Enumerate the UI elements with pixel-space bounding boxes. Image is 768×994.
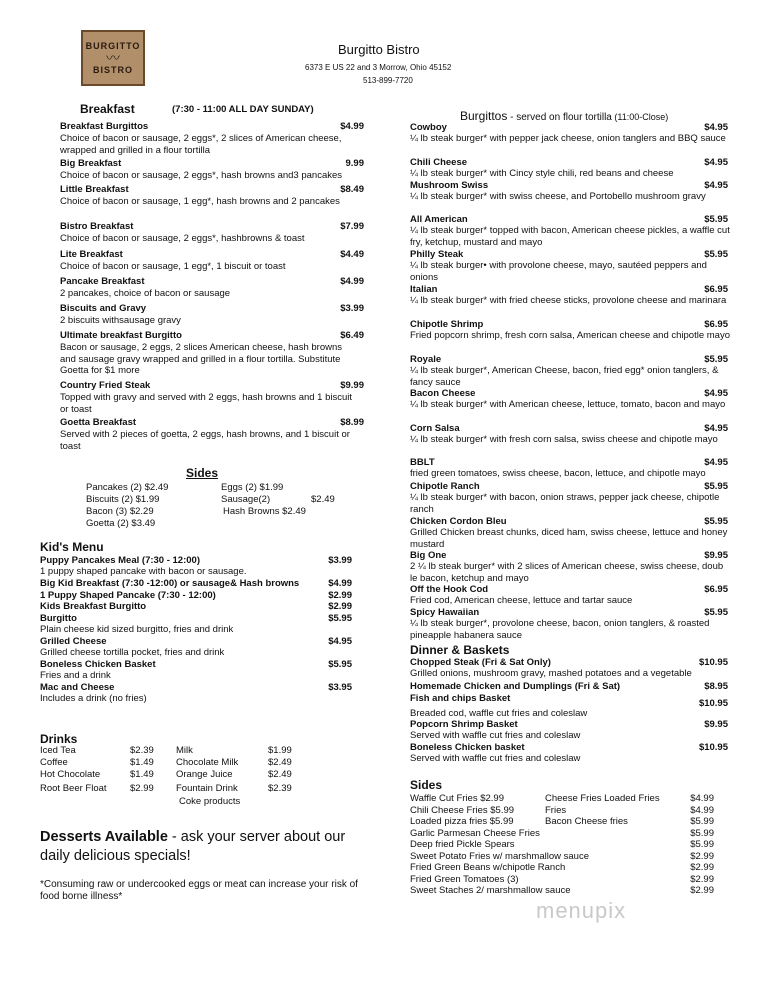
breakfast-item-price: $4.49	[340, 249, 364, 260]
side-right-b: Fries	[545, 804, 567, 816]
breakfast-item-price: $7.99	[340, 221, 364, 232]
kids-item-name: Puppy Pancakes Meal (7:30 - 12:00)	[40, 555, 200, 566]
burgitto-item-desc: Fried popcorn shrimp, fresh corn salsa, American cheese and chipotle mayo	[410, 330, 730, 341]
disclaimer: *Consuming raw or undercooked eggs or meat can increase your risk of food borne illness*	[40, 879, 358, 902]
burgitto-item-price: $5.95	[704, 481, 728, 492]
burgittos-subtitle: - served on flour tortilla	[507, 112, 612, 123]
burgitto-item-name: Big One	[410, 550, 447, 561]
breakfast-item-name: Little Breakfast	[60, 184, 129, 195]
address: 6373 E US 22 and 3 Morrow, Ohio 45152	[305, 63, 452, 72]
breakfast-item-name: Ultimate breakfast Burgitto	[60, 330, 182, 341]
side-right-price: $2.99	[690, 873, 714, 885]
side-item: Hash Browns $2.49	[223, 506, 306, 517]
drink-name: Fountain Drink	[176, 783, 238, 794]
kids-item-name: Kids Breakfast Burgitto	[40, 601, 147, 612]
logo-text-top: BURGITTO	[85, 41, 141, 51]
side-right-a: Garlic Parmesan Cheese Fries	[410, 827, 540, 839]
phone: 513-899-7720	[363, 76, 413, 85]
burgittos-hours: (11:00-Close)	[611, 112, 669, 122]
side-right-a: Sweet Potato Fries w/ marshmallow sauce	[410, 850, 589, 862]
mustache-icon: 〰	[106, 50, 120, 66]
burgitto-item-desc: Grilled Chicken breast chunks, diced ham, swiss cheese, lettuce and honey mustard	[410, 527, 728, 550]
burgitto-item-desc: ¼ lb steak burger* with American cheese, lettuce, tomato, bacon and mayo	[410, 399, 726, 410]
side-right-a: Deep fried Pickle Spears	[410, 839, 515, 850]
logo	[81, 30, 145, 86]
dinner-item-desc: Served with waffle cut fries and coleslaw	[410, 753, 581, 764]
burgitto-item-price: $5.95	[704, 249, 728, 260]
dinner-item-price: $10.95	[698, 657, 728, 668]
breakfast-item-name: Pancake Breakfast	[60, 276, 145, 287]
kids-item-price: $3.99	[328, 555, 352, 566]
breakfast-item-price: $8.49	[340, 184, 364, 195]
dinner-title: Dinner & Baskets	[410, 643, 510, 657]
burgitto-item-price: $5.95	[704, 354, 728, 365]
burgitto-item-price: $5.95	[704, 516, 728, 527]
breakfast-item-name: Big Breakfast	[60, 158, 122, 169]
side-item: $2.49	[311, 494, 335, 505]
watermark: menupix	[536, 898, 627, 923]
breakfast-item-desc: Choice of bacon or sausage, 2 eggs*, hash browns and3 pancakes	[60, 170, 343, 181]
burgitto-item-name: All American	[410, 214, 468, 225]
burgitto-item-price: $5.95	[704, 607, 728, 618]
burgitto-item-desc: ¼ lb steak burger*, provolone cheese, bacon, onion tanglers, & roasted pineapple habanera sauce	[410, 618, 710, 641]
drink-price: $2.49	[268, 769, 292, 780]
burgitto-item-desc: 2 ¼ lb steak burger* with 2 slices of American cheese, swiss cheese, doub le bacon, ketchup and mayo	[410, 561, 724, 584]
burgitto-item-name: Chipotle Shrimp	[410, 319, 484, 330]
breakfast-item-desc: Choice of bacon or sausage, 2 eggs*, 2 slices of American cheese, wrapped and grilled in a flour tortilla	[60, 133, 342, 156]
dinner-item-desc: Breaded cod, waffle cut fries and coleslaw	[410, 708, 588, 719]
burgitto-item-desc: fried green tomatoes, swiss cheese, bacon, lettuce, and chipotle mayo	[410, 468, 706, 479]
dinner-item-name: Boneless Chicken basket	[410, 742, 525, 753]
breakfast-item-desc: Served with 2 pieces of goetta, 2 eggs, hash browns, and 1 biscuit or toast	[60, 429, 350, 452]
burgitto-item-desc: ¼ lb steak burger* topped with bacon, American cheese pickles, a waffle cut fry, ketchup, mustard and mayo	[410, 225, 730, 248]
burgitto-item-name: Mushroom Swiss	[410, 180, 489, 191]
coke-note: Coke products	[179, 796, 241, 807]
kids-item-price: $5.95	[328, 613, 352, 624]
breakfast-item-price: $3.99	[340, 303, 364, 314]
side-item: Bacon (3) $2.29	[86, 506, 154, 517]
burgitto-item-price: $5.95	[704, 214, 728, 225]
dinner-item-price: $10.95	[698, 742, 728, 753]
drink-name: Hot Chocolate	[40, 769, 101, 780]
breakfast-item-name: Lite Breakfast	[60, 249, 123, 260]
desserts-rest: - ask your server about our daily delicious specials!	[40, 829, 346, 864]
dinner-item-name: Fish and chips Basket	[410, 693, 511, 704]
breakfast-item-name: Goetta Breakfast	[60, 417, 137, 428]
burgitto-item-desc: Fried cod, American cheese, lettuce and tartar sauce	[410, 595, 633, 606]
breakfast-item-name: Bistro Breakfast	[60, 221, 134, 232]
breakfast-item-name: Country Fried Steak	[60, 380, 151, 391]
kids-item-name: Big Kid Breakfast (7:30 -12:00) or sausage& Hash browns	[40, 578, 300, 589]
breakfast-item-price: $6.49	[340, 330, 364, 341]
kids-item-name: 1 Puppy Shaped Pancake (7:30 - 12:00)	[40, 590, 216, 601]
drink-price: $1.49	[130, 757, 154, 768]
kids-item-desc: Includes a drink (no fries)	[40, 693, 147, 704]
kids-item-price: $5.95	[328, 659, 352, 670]
burgitto-item-name: Cowboy	[410, 122, 447, 133]
kids-item-desc: 1 puppy shaped pancake with bacon or sausage.	[40, 566, 247, 577]
kids-item-name: Burgitto	[40, 613, 77, 624]
burgitto-item-name: Philly Steak	[410, 249, 464, 260]
burgitto-item-desc: ¼ lb steak burger* with fried cheese sticks, provolone cheese and marinara	[410, 295, 727, 306]
logo-text-bottom: BISTRO	[92, 65, 133, 75]
burgittos-header	[460, 109, 668, 123]
kids-item-price: $4.95	[328, 636, 352, 647]
breakfast-item-desc: Bacon or sausage, 2 eggs, 2 slices American cheese, hash browns and sausage gravy wrapped and grilled in a flour tortilla. Substitute Goetta for $1 more	[60, 342, 342, 376]
kids-item-name: Mac and Cheese	[40, 682, 115, 693]
side-right-b: Cheese Fries Loaded Fries	[545, 793, 660, 804]
breakfast-item-desc: Topped with gravy and served with 2 eggs, hash browns and 1 biscuit or toast	[60, 392, 353, 415]
burgitto-item-desc: ¼ lb steak burger* with pepper jack cheese, onion tanglers and BBQ sauce	[410, 133, 726, 144]
side-right-a: Loaded pizza fries $5.99	[410, 816, 514, 827]
sides-left-title: Sides	[186, 466, 219, 480]
kids-item-name: Grilled Cheese	[40, 636, 107, 647]
burgitto-item-name: Italian	[410, 284, 438, 295]
dinner-item-price: $9.95	[704, 719, 728, 730]
kids-item-name: Boneless Chicken Basket	[40, 659, 156, 670]
breakfast-item-name: Biscuits and Gravy	[60, 303, 147, 314]
burgitto-item-price: $4.95	[704, 388, 728, 399]
burgitto-item-price: $6.95	[704, 284, 728, 295]
dinner-item-desc: Grilled onions, mushroom gravy, mashed potatoes and a vegetable	[410, 668, 692, 679]
breakfast-item-price: $9.99	[340, 380, 364, 391]
side-right-price: $4.99	[690, 793, 714, 804]
kids-item-price: $3.95	[328, 682, 352, 693]
burgitto-item-name: Off the Hook Cod	[410, 584, 489, 595]
burgitto-item-desc: ¼ lb steak burger* with fresh corn salsa, swiss cheese and chipotle mayo	[410, 434, 718, 445]
dinner-item-price: $8.95	[704, 681, 728, 692]
kids-item-desc: Grilled cheese tortilla pocket, fries and drink	[40, 647, 225, 658]
drink-price: $2.39	[268, 783, 292, 794]
burgitto-item-price: $4.95	[704, 157, 728, 168]
breakfast-item-desc: Choice of bacon or sausage, 1 egg*, 1 biscuit or toast	[60, 261, 286, 272]
drink-price: $2.39	[130, 745, 154, 756]
breakfast-item-price: 9.99	[345, 158, 364, 169]
side-right-price: $2.99	[690, 850, 714, 862]
burgitto-item-price: $4.95	[704, 122, 728, 133]
side-right-a: Waffle Cut Fries $2.99	[410, 793, 504, 804]
drink-name: Milk	[176, 745, 193, 756]
burgitto-item-price: $6.95	[704, 584, 728, 595]
side-right-price: $2.99	[690, 885, 714, 896]
dinner-item-name: Homemade Chicken and Dumplings (Fri & Sat)	[410, 681, 621, 692]
side-right-price: $5.99	[690, 816, 714, 827]
drink-price: $2.49	[268, 757, 292, 768]
drink-price: $1.49	[130, 769, 154, 780]
burgitto-item-desc: ¼ lb steak burger* with Cincy style chili, red beans and cheese	[410, 168, 674, 179]
side-right-a: Fried Green Beans w/chipotle Ranch	[410, 862, 566, 873]
sides-right-title: Sides	[410, 778, 443, 792]
burgitto-item-name: Chili Cheese	[410, 157, 468, 168]
burgitto-item-price: $6.95	[704, 319, 728, 330]
drink-price: $1.99	[268, 745, 292, 756]
side-right-a: Sweet Staches 2/ marshmallow sauce	[410, 885, 571, 896]
drink-name: Orange Juice	[176, 769, 233, 780]
drink-name: Iced Tea	[40, 745, 76, 756]
burgitto-item-desc: ¼ lb steak burger* with swiss cheese, and Portobello mushroom gravy	[410, 191, 706, 202]
burgitto-item-desc: ¼ lb steak burger• with provolone cheese, mayo, sautéed peppers and onions	[410, 260, 707, 283]
side-right-a: Chili Cheese Fries $5.99	[410, 804, 515, 816]
dinner-item-price: $10.95	[698, 698, 728, 709]
kids-title: Kid's Menu	[40, 540, 104, 554]
side-right-price: $2.99	[690, 862, 714, 873]
kids-item-price: $4.99	[328, 578, 352, 589]
burgittos-title: Burgittos	[460, 109, 508, 123]
breakfast-item-price: $4.99	[340, 276, 364, 287]
breakfast-item-price: $8.99	[340, 417, 364, 428]
breakfast-hours: (7:30 - 11:00 ALL DAY SUNDAY)	[172, 104, 314, 115]
burgitto-item-price: $4.95	[704, 423, 728, 434]
dinner-item-name: Popcorn Shrimp Basket	[410, 719, 518, 730]
side-item: Biscuits (2) $1.99	[86, 494, 160, 505]
side-item: Pancakes (2) $2.49	[86, 482, 169, 493]
breakfast-title: Breakfast	[80, 102, 135, 116]
burgitto-item-price: $9.95	[704, 550, 728, 561]
dinner-item-desc: Served with waffle cut fries and coleslaw	[410, 730, 581, 741]
restaurant-name: Burgitto Bistro	[338, 42, 420, 57]
burgitto-item-price: $4.95	[704, 180, 728, 191]
kids-item-desc: Fries and a drink	[40, 670, 111, 681]
kids-item-price: $2.99	[328, 601, 352, 612]
side-right-price: $5.99	[690, 827, 714, 839]
burgitto-item-name: Chicken Cordon Bleu	[410, 516, 507, 527]
desserts-note	[40, 828, 370, 866]
kids-item-price: $2.99	[328, 590, 352, 601]
side-right-price: $4.99	[690, 804, 714, 816]
drink-name: Root Beer Float	[40, 783, 107, 794]
drink-price: $2.99	[130, 783, 154, 794]
burgitto-item-name: Bacon Cheese	[410, 388, 476, 399]
burgitto-item-name: Spicy Hawaiian	[410, 607, 480, 618]
burgitto-item-name: Corn Salsa	[410, 423, 460, 434]
drink-name: Coffee	[40, 757, 68, 768]
breakfast-item-name: Breakfast Burgittos	[60, 121, 149, 132]
side-right-b: Bacon Cheese fries	[545, 816, 628, 827]
burgitto-item-name: Royale	[410, 354, 442, 365]
burgitto-item-desc: ¼ lb steak burger*, American Cheese, bacon, fried egg* onion tanglers, & fancy sauce	[410, 365, 719, 388]
drinks-title: Drinks	[40, 732, 78, 746]
side-item: Eggs (2) $1.99	[221, 482, 284, 493]
side-right-a: Fried Green Tomatoes (3)	[410, 873, 519, 885]
burgitto-item-price: $4.95	[704, 457, 728, 468]
side-item: Sausage(2)	[221, 494, 271, 505]
side-item: Goetta (2) $3.49	[86, 518, 156, 529]
burgitto-item-desc: ¼ lb steak burger* with bacon, onion straws, pepper jack cheese, chipotle ranch	[410, 492, 720, 515]
breakfast-item-desc: Choice of bacon or sausage, 1 egg*, hash browns and 2 pancakes	[60, 196, 340, 207]
burgitto-item-name: Chipotle Ranch	[410, 481, 480, 492]
breakfast-item-price: $4.99	[340, 121, 364, 132]
burgitto-item-name: BBLT	[410, 457, 435, 468]
breakfast-item-desc: Choice of bacon or sausage, 2 eggs*, hashbrowns & toast	[60, 233, 305, 244]
desserts-lead: Desserts Available	[40, 829, 168, 845]
side-right-price: $5.99	[690, 839, 714, 850]
breakfast-item-desc: 2 pancakes, choice of bacon or sausage	[60, 288, 231, 299]
breakfast-item-desc: 2 biscuits withsausage gravy	[60, 315, 181, 326]
kids-item-desc: Plain cheese kid sized burgitto, fries and drink	[40, 624, 234, 635]
dinner-item-name: Chopped Steak (Fri & Sat Only)	[410, 657, 551, 668]
drink-name: Chocolate Milk	[176, 757, 239, 768]
